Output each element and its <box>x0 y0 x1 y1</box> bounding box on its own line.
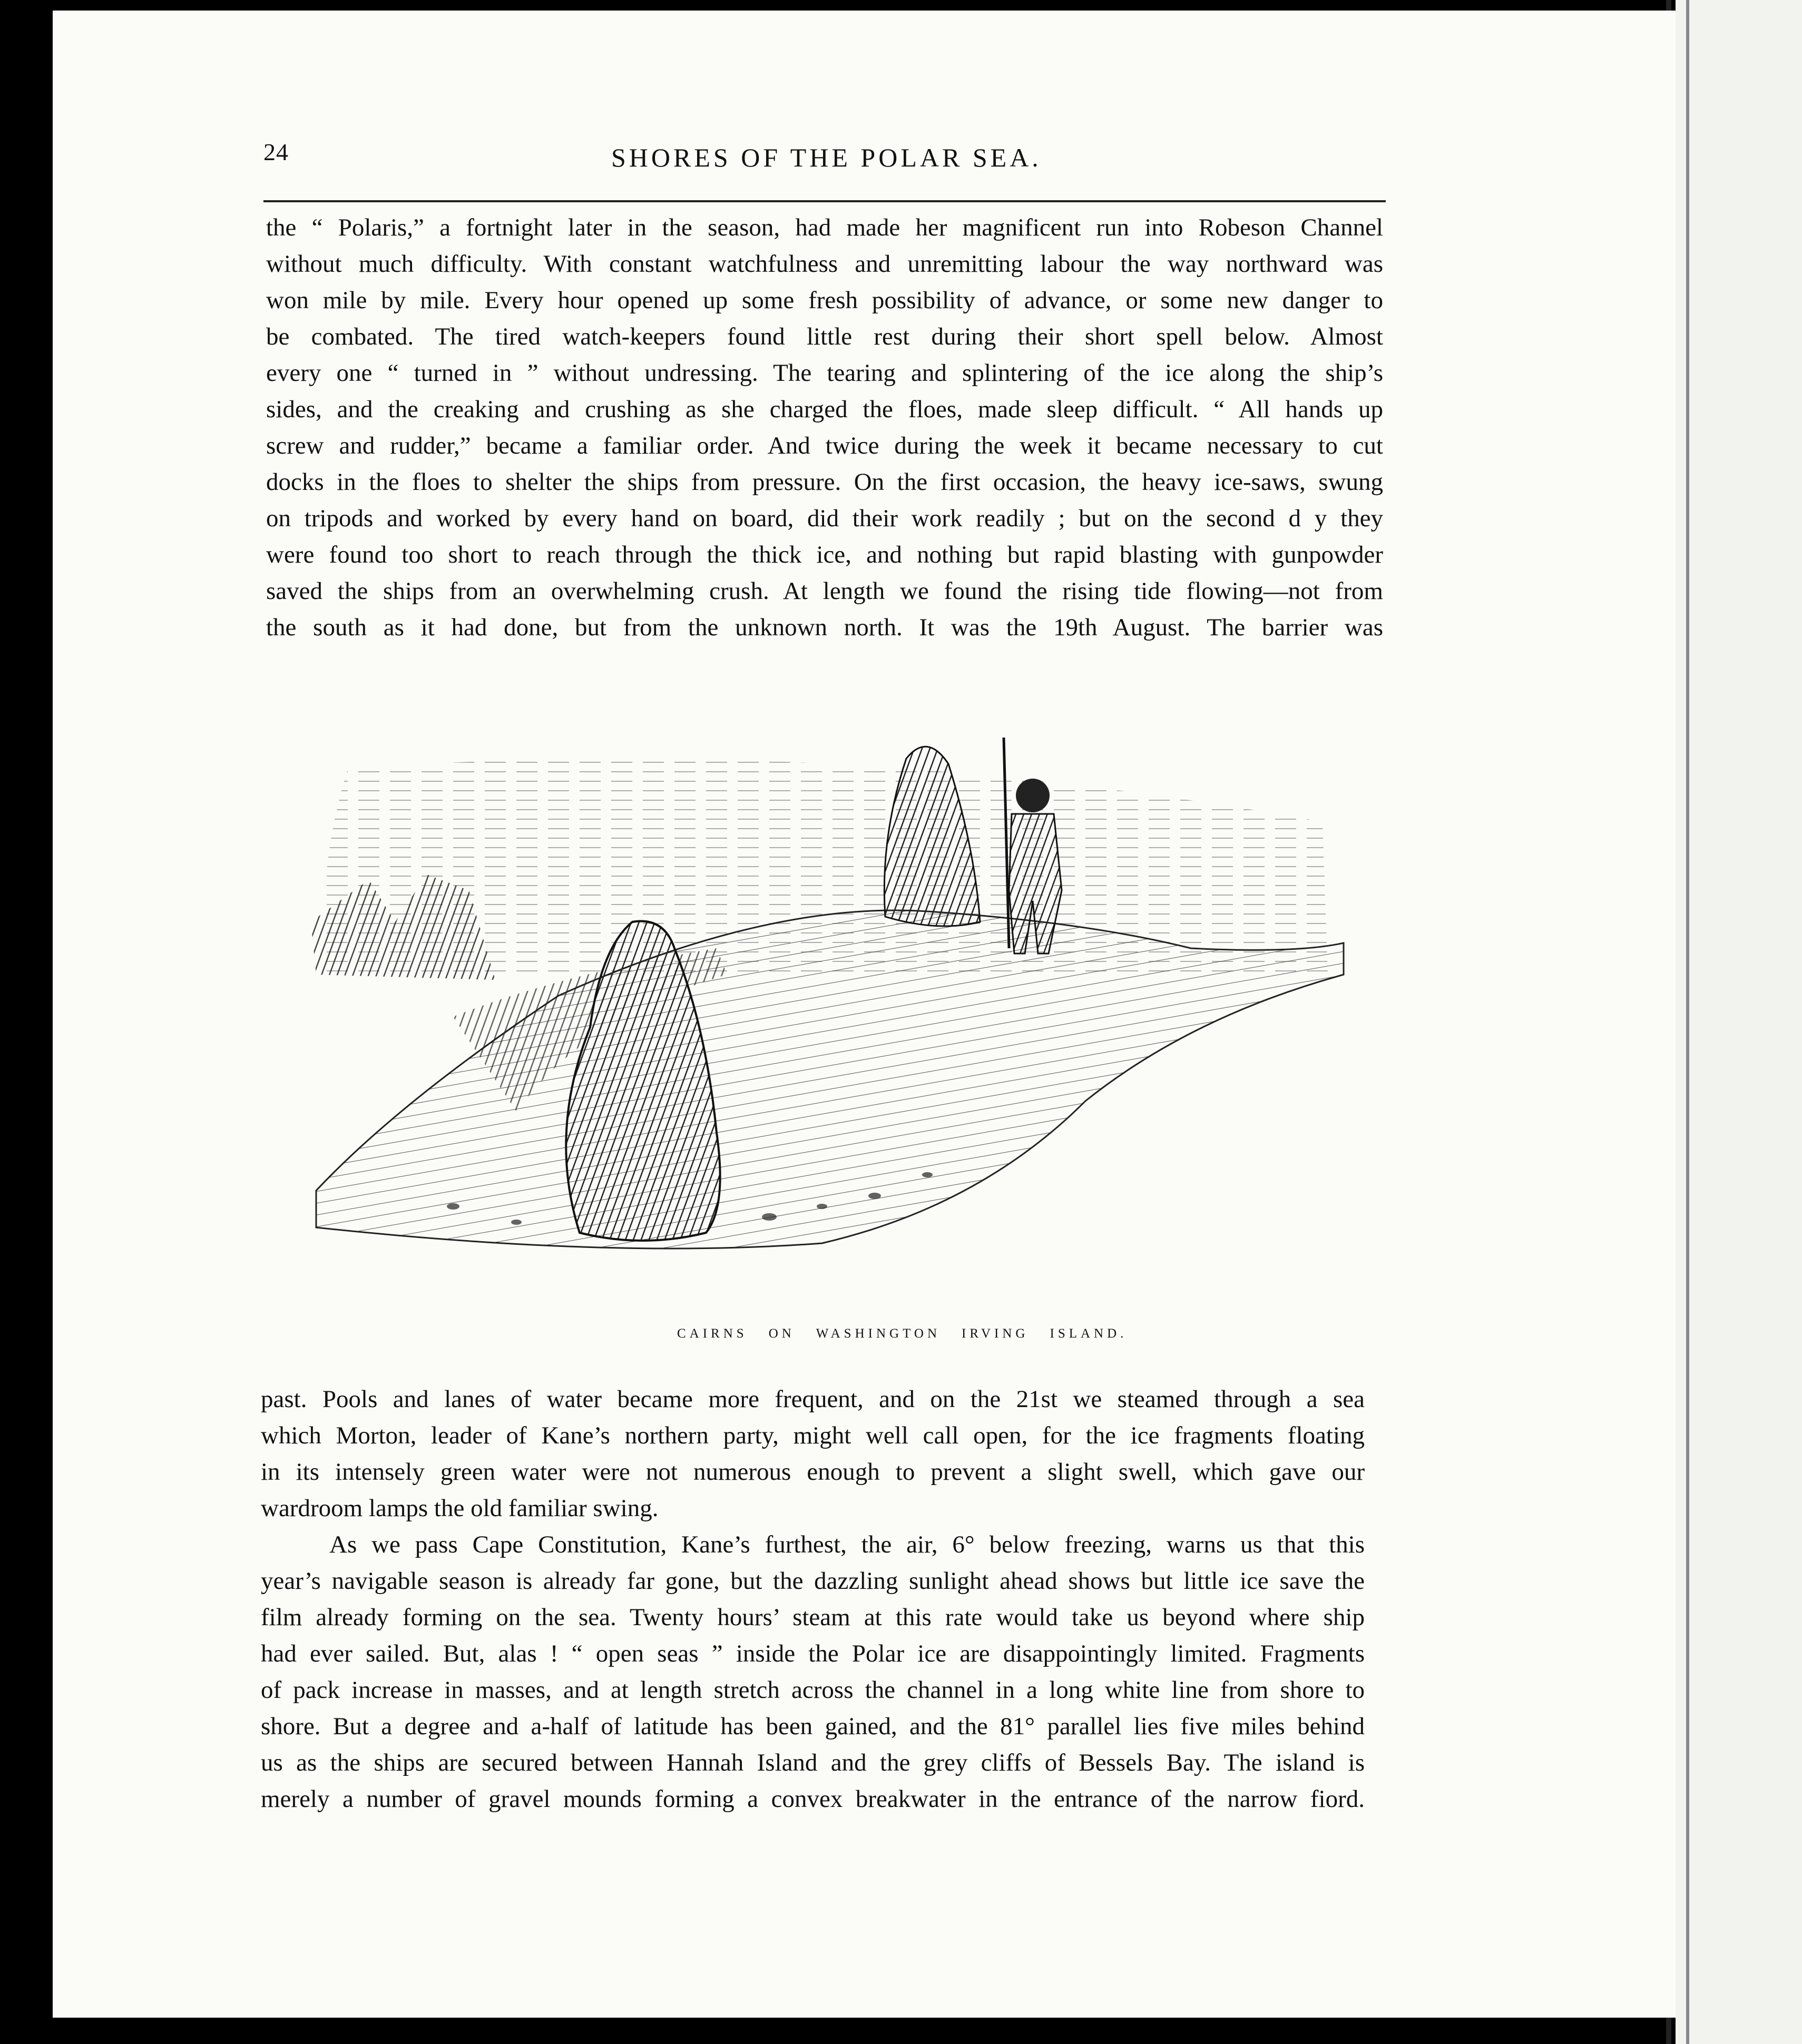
text-line: us as the ships are secured between Hannah Island and the grey cliffs of Bessels Bay. The island is <box>261 1749 1365 1776</box>
text-line: As we pass Cape Constitution, Kane’s furthest, the air, 6° below freezing, warns us that this <box>329 1531 1365 1558</box>
text-line: were found too short to reach through the thick ice, and nothing but rapid blasting with gunpowder <box>266 541 1383 568</box>
text-line: the “ Polaris,” a fortnight later in the season, had made her magnificent run into Robeson Channel <box>266 214 1383 241</box>
body-text-top <box>266 210 1383 646</box>
engraving-illustration <box>295 701 1349 1280</box>
body-text-bottom <box>261 1381 1365 1817</box>
caption-word: ISLAND. <box>1050 1326 1128 1341</box>
text-line: on tripods and worked by every hand on board, did their work readily ; but on the second d y they <box>266 505 1383 532</box>
text-line: which Morton, leader of Kane’s northern party, might well call open, for the ice fragments floating <box>261 1422 1365 1449</box>
page-header <box>263 138 1386 185</box>
text-line: year’s navigable season is already far gone, but the dazzling sunlight ahead shows but little ice save the <box>261 1567 1365 1595</box>
text-line: sides, and the creaking and crushing as she charged the floes, made sleep difficult. “ All hands up <box>266 396 1383 423</box>
text-line: won mile by mile. Every hour opened up some fresh possibility of advance, or some new danger to <box>266 287 1383 314</box>
text-line: had ever sailed. But, alas ! “ open seas ” inside the Polar ice are disappointingly limited. Fragments <box>261 1640 1365 1667</box>
scan-shadow-line <box>1686 0 1689 2044</box>
scan-margin-strip <box>1676 0 1802 2044</box>
text-line: be combated. The tired watch-keepers found little rest during their short spell below. Almost <box>266 323 1383 350</box>
running-title: SHORES OF THE POLAR SEA. <box>611 143 1042 172</box>
caption-word: WASHINGTON <box>816 1326 941 1341</box>
caption-word: CAIRNS <box>677 1326 748 1341</box>
header-rule <box>263 200 1386 202</box>
text-line: screw and rudder,” became a familiar order. And twice during the week it became necessary to cut <box>266 432 1383 459</box>
text-line: docks in the floes to shelter the ships from pressure. On the first occasion, the heavy ice-saws, swung <box>266 468 1383 496</box>
page-number: 24 <box>263 139 289 165</box>
text-line: film already forming on the sea. Twenty hours’ steam at this rate would take us beyond where ship <box>261 1604 1365 1631</box>
text-line: merely a number of gravel mounds forming a convex breakwater in the entrance of the narrow fiord. <box>261 1785 1365 1813</box>
text-line: every one “ turned in ” without undressing. The tearing and splintering of the ice along the ship’s <box>266 359 1383 387</box>
text-line: the south as it had done, but from the unknown north. It was the 19th August. The barrier was <box>266 614 1383 641</box>
text-line: past. Pools and lanes of water became more frequent, and on the 21st we steamed through a sea <box>261 1385 1365 1413</box>
text-line: saved the ships from an overwhelming crush. At length we found the rising tide flowing—not from <box>266 577 1383 605</box>
text-line: in its intensely green water were not numerous enough to prevent a slight swell, which gave our <box>261 1458 1365 1486</box>
text-line: without much difficulty. With constant watchfulness and unremitting labour the way northward was <box>266 250 1383 278</box>
caption-word: IRVING <box>962 1326 1029 1341</box>
text-line: shore. But a degree and a-half of latitude has been gained, and the 81° parallel lies five miles behind <box>261 1713 1365 1740</box>
illustration-caption <box>677 1326 1148 1341</box>
caption-word: ON <box>768 1326 795 1341</box>
text-line: wardroom lamps the old familiar swing. <box>261 1495 659 1522</box>
text-line: of pack increase in masses, and at length stretch across the channel in a long white line from shore to <box>261 1676 1365 1704</box>
